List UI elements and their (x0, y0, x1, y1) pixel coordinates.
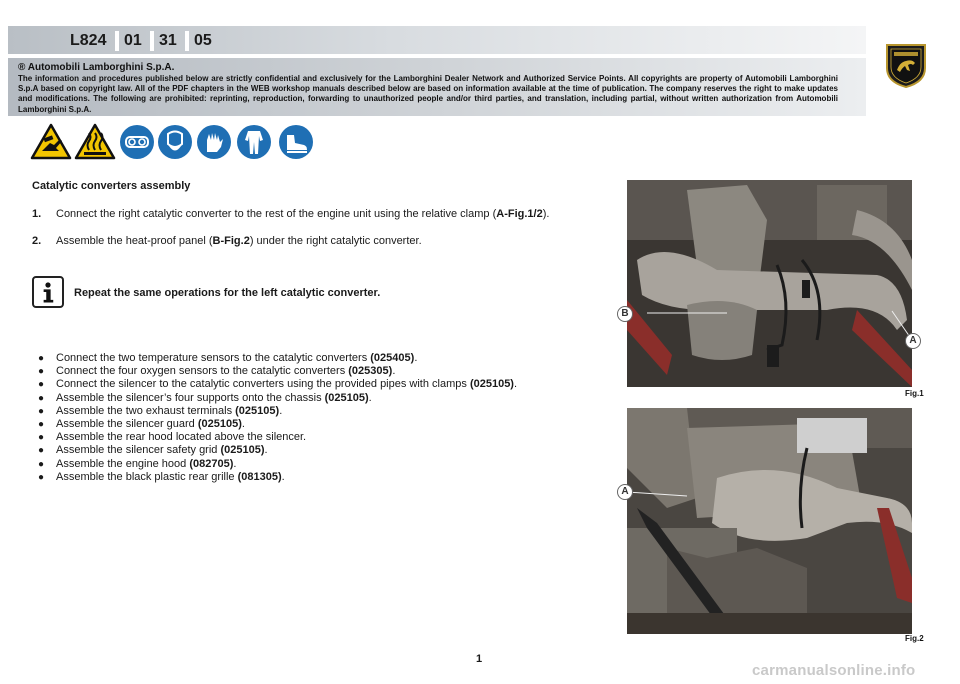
list-item: ● Connect the four oxygen sensors to the catalytic converters (025305). (38, 365, 396, 378)
info-icon (32, 276, 64, 308)
doc-code-model: L824 (70, 32, 107, 49)
list-item: ● Assemble the silencer safety grid (025105). (38, 444, 268, 457)
list-item: ● Assemble the two exhaust terminals (025105). (38, 404, 283, 417)
copyright-title: ® Automobili Lamborghini S.p.A. (18, 62, 175, 73)
hand-crush-hazard-icon (30, 123, 72, 160)
lamborghini-logo (884, 42, 928, 88)
safety-shoes-icon (278, 124, 314, 160)
step-1 (32, 208, 549, 220)
step-text-end: ). (542, 208, 550, 220)
fig1-caption: Fig.1 (905, 389, 924, 398)
overalls-icon (236, 124, 272, 160)
gloves-icon (196, 124, 232, 160)
fig1-callout-a: A (905, 333, 921, 349)
watermark-text: carmanualsonline.info (752, 662, 916, 679)
info-note: Repeat the same operations for the left catalytic converter. (74, 287, 381, 299)
fig2-caption: Fig.2 (905, 634, 924, 643)
list-item: ● Connect the silencer to the catalytic converters using the provided pipes with clamps (025105). (38, 378, 518, 391)
doc-code-group: 01 (124, 32, 142, 49)
fig2-engine-photo (627, 408, 912, 634)
page-number: 1 (476, 653, 483, 665)
step-2 (32, 235, 422, 247)
bullet-list (38, 352, 598, 484)
list-item: ● Connect the two temperature sensors to the catalytic converters (025405). (38, 352, 418, 364)
fig2-callout-a: A (617, 484, 633, 500)
figure-reference: B-Fig.2 (212, 235, 250, 247)
code-separator (150, 31, 154, 51)
list-item: ● Assemble the black plastic rear grille (081305). (38, 470, 285, 483)
step-number: 2. (32, 235, 42, 247)
safety-goggles-icon (119, 124, 155, 160)
fig1-callout-b: B (617, 306, 633, 322)
step-text-end: ) under the right catalytic converter. (249, 235, 422, 247)
list-item: ● Assemble the rear hood located above the silencer. (38, 431, 307, 444)
doc-code-operation: 05 (194, 32, 212, 49)
dust-mask-icon (157, 124, 193, 160)
list-item: ● Assemble the engine hood (082705). (38, 457, 237, 470)
list-item: ● Assemble the silencer guard (025105). (38, 418, 245, 431)
step-text: Assemble the heat-proof panel ( (56, 235, 213, 247)
section-title: Catalytic converters assembly (32, 180, 191, 192)
step-number: 1. (32, 208, 42, 220)
doc-code-subgroup: 31 (159, 32, 177, 49)
figure-reference: A-Fig.1/2 (496, 208, 543, 220)
list-item: ● Assemble the silencer’s four supports onto the chassis (025105). (38, 391, 372, 404)
code-separator (115, 31, 119, 51)
copyright-text: The information and procedures published below are strictly confidential and exclusively for the Lamborghini Dealer Network and Authorized Service Points. All copyrights are property of Automobili Lamborghini S.p.A based on copyright law. All of the PDF chapters in the WEB workshop manuals described below are based on information available at the time of publication. The company reserves the right to make updates and modifications. The following are prohibited: reprinting, reproduction, forwarding to unauthorized people and/or third parties, and translation, including partial, without written authorization from Automobili Lamborghini S.p.A. (18, 74, 838, 114)
hot-surface-hazard-icon (74, 123, 116, 160)
step-text: Connect the right catalytic converter to the rest of the engine unit using the relative clamp ( (56, 208, 497, 220)
code-separator (185, 31, 189, 51)
fig1-engine-photo (627, 180, 912, 387)
